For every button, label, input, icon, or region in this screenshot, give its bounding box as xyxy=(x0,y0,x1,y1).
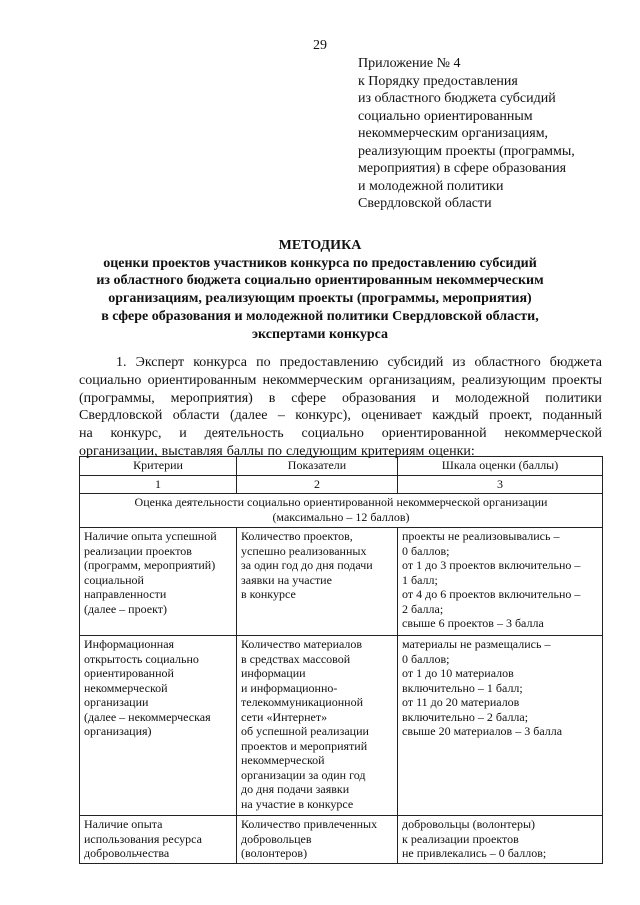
document-title xyxy=(0,237,640,343)
word: ориентированной xyxy=(381,426,487,442)
word: предоставлению xyxy=(279,355,379,370)
cell-line: проектов и мероприятий xyxy=(241,738,368,753)
word: организациям, xyxy=(368,372,456,388)
title-heading: МЕТОДИКА xyxy=(278,238,362,253)
appendix-line: мероприятия) в сфере образования xyxy=(358,161,567,176)
table-row xyxy=(80,816,603,864)
appendix-line: к Порядку предоставления xyxy=(358,73,518,89)
word: мероприятия) xyxy=(170,390,253,406)
cell-line: не привлекались – 0 баллов; xyxy=(402,846,547,860)
cell-line: телекоммуникационной xyxy=(241,695,363,709)
cell-line: к реализации проектов xyxy=(402,831,519,846)
word: (программы, xyxy=(79,390,155,406)
title-line: оценки проектов участников конкурса по предоставлению субсидий xyxy=(103,255,537,271)
word: и xyxy=(179,426,187,442)
cell-line: добровольцы (волонтеры) xyxy=(402,817,536,831)
word: баллы xyxy=(226,443,264,459)
word: некоммерческой xyxy=(504,426,602,442)
word: конкурс), xyxy=(295,408,351,424)
cell-line: 1 балл; xyxy=(402,572,438,587)
paragraph-line xyxy=(79,354,602,372)
paragraph-line xyxy=(79,425,602,443)
word: Эксперт xyxy=(135,355,185,370)
column-number: 3 xyxy=(398,475,603,494)
word: Свердловской xyxy=(79,408,163,424)
scale-cell xyxy=(398,528,603,636)
cell-line: некоммерческой xyxy=(241,753,325,767)
word: организации, xyxy=(79,443,158,459)
cell-line: от 11 до 20 материалов xyxy=(402,695,520,709)
word: образования xyxy=(341,390,416,406)
word: области xyxy=(172,408,220,424)
column-number: 1 xyxy=(80,475,237,494)
word: бюджета xyxy=(549,355,602,370)
cell-line: организации xyxy=(84,695,149,709)
paragraph-line xyxy=(79,372,602,390)
cell-line: (программ, мероприятий) xyxy=(84,558,216,572)
word: проекты xyxy=(551,372,602,388)
cell-line: и информационно- xyxy=(241,680,338,695)
cell-line: социальной xyxy=(84,572,144,587)
appendix-line: социально ориентированным xyxy=(358,108,533,124)
cell-line: проекты не реализовывались – xyxy=(402,529,560,543)
word: – xyxy=(277,408,285,424)
appendix-line: Свердловской области xyxy=(358,196,492,211)
appendix-line: Приложение № 4 xyxy=(358,56,461,71)
cell-line: (далее – проект) xyxy=(84,601,167,616)
cell-line: на участие в конкурсе xyxy=(241,796,354,811)
title-line: из областного бюджета социально ориентированным некоммерческим xyxy=(96,273,544,289)
title-line: организациям, реализующим проекты (программы, мероприятия) xyxy=(108,291,532,307)
cell-line: организация) xyxy=(84,724,152,738)
table-row xyxy=(80,636,603,816)
word: деятельность xyxy=(204,426,284,442)
cell-line: включительно – 1 балл; xyxy=(402,680,523,695)
word: проект, xyxy=(489,408,533,424)
cell-line: организации за один год xyxy=(241,767,366,782)
cell-line: сети «Интернет» xyxy=(241,709,328,724)
header-criteria: Критерии xyxy=(80,457,237,476)
word: на xyxy=(79,426,93,442)
intro-paragraph xyxy=(79,354,602,461)
word: социально xyxy=(79,372,142,388)
word: (далее xyxy=(229,408,268,424)
word: конкурс, xyxy=(110,426,162,442)
word: субсидий xyxy=(387,355,444,370)
cell-line: заявки на участие xyxy=(241,572,332,587)
word: критериям xyxy=(361,443,425,459)
section-title-line: (максимально – 12 баллов) xyxy=(272,509,410,524)
cell-line: Количество привлеченных xyxy=(241,817,378,831)
word: по xyxy=(267,443,283,459)
appendix-line: реализующим проекты (программы, xyxy=(358,143,575,159)
cell-line: от 4 до 6 проектов включительно – xyxy=(402,587,581,601)
column-number: 2 xyxy=(237,475,398,494)
criteria-table xyxy=(79,456,603,864)
cell-line: добровольцев xyxy=(241,831,312,846)
cell-line: 0 баллов; xyxy=(402,651,450,666)
cell-line: материалы не размещались – xyxy=(402,637,551,651)
word: областного xyxy=(474,355,541,370)
criteria-cell xyxy=(80,816,237,864)
cell-line: до дня подачи заявки xyxy=(241,782,350,796)
table-section-row xyxy=(80,494,603,528)
appendix-line: и молодежной политики xyxy=(358,178,504,194)
cell-line: свыше 6 проектов – 3 балла xyxy=(402,616,544,630)
appendix-block xyxy=(358,55,628,213)
cell-line: информации xyxy=(241,666,306,680)
word: оценивает xyxy=(361,408,422,424)
cell-line: от 1 до 3 проектов включительно – xyxy=(402,558,581,572)
cell-line: Количество материалов xyxy=(241,637,363,651)
cell-line: использования ресурса xyxy=(84,831,202,846)
scale-cell xyxy=(398,816,603,864)
cell-line: включительно – 2 балла; xyxy=(402,709,529,724)
page-number: 29 xyxy=(313,38,327,53)
cell-line: 0 баллов; xyxy=(402,543,450,558)
word: по xyxy=(256,355,271,370)
cell-line: Информационная xyxy=(84,637,175,651)
word: ориентированным xyxy=(147,372,257,388)
word: оценки: xyxy=(428,443,475,459)
word: выставляя xyxy=(161,443,223,459)
word: 1. xyxy=(116,355,127,370)
title-line: в сфере образования и молодежной политики Свердловской области, xyxy=(101,308,539,324)
word: реализующим xyxy=(461,372,546,388)
cell-line: ориентированной xyxy=(84,666,174,680)
criteria-cell xyxy=(80,528,237,636)
word: и xyxy=(431,390,440,406)
word: политики xyxy=(545,390,602,406)
cell-line: (волонтеров) xyxy=(241,846,308,860)
cell-line: (далее – некоммерческая xyxy=(84,709,211,724)
indicators-cell xyxy=(237,528,398,636)
cell-line: свыше 20 материалов – 3 балла xyxy=(402,724,563,738)
cell-line: за один год до дня подачи xyxy=(241,558,373,572)
section-title xyxy=(80,494,603,528)
cell-line: Наличие опыта xyxy=(84,817,163,831)
cell-line: Наличие опыта успешной xyxy=(84,529,217,543)
word: из xyxy=(452,355,466,370)
cell-line: об успешной реализации xyxy=(241,724,369,738)
criteria-cell xyxy=(80,636,237,816)
header-scale: Шкала оценки (баллы) xyxy=(398,457,603,476)
cell-line: добровольчества xyxy=(84,846,170,860)
appendix-line: из областного бюджета субсидий xyxy=(358,91,556,106)
title-line: экспертами конкурса xyxy=(251,326,388,342)
word: поданный xyxy=(542,408,602,424)
cell-line: некоммерческой xyxy=(84,680,168,695)
cell-line: успешно реализованных xyxy=(241,543,367,558)
word: конкурса xyxy=(193,355,248,370)
cell-line: направленности xyxy=(84,587,167,601)
cell-line: в конкурсе xyxy=(241,587,296,601)
header-indicators: Показатели xyxy=(237,457,398,476)
word: каждый xyxy=(432,408,479,424)
table-header-row xyxy=(80,457,603,476)
indicators-cell xyxy=(237,636,398,816)
cell-line: открытость социально xyxy=(84,651,199,666)
scale-cell xyxy=(398,636,603,816)
word: следующим xyxy=(286,443,357,459)
cell-line: 2 балла; xyxy=(402,601,444,616)
word: в xyxy=(268,390,276,406)
word: социально xyxy=(301,426,364,442)
cell-line: от 1 до 10 материалов xyxy=(402,666,514,680)
table-row xyxy=(80,528,603,636)
cell-line: реализации проектов xyxy=(84,543,192,558)
word: молодежной xyxy=(455,390,530,406)
appendix-line: некоммерческим организациям, xyxy=(358,126,549,141)
paragraph-line xyxy=(79,407,602,425)
table-number-row xyxy=(80,475,603,494)
paragraph-line xyxy=(79,390,602,408)
word: сфере xyxy=(291,390,327,406)
section-title-line: Оценка деятельности социально ориентированной некоммерческой организации xyxy=(134,495,548,509)
indicators-cell xyxy=(237,816,398,864)
word: некоммерческим xyxy=(262,372,363,388)
cell-line: в средствах массовой xyxy=(241,651,351,666)
cell-line: Количество проектов, xyxy=(241,529,353,543)
